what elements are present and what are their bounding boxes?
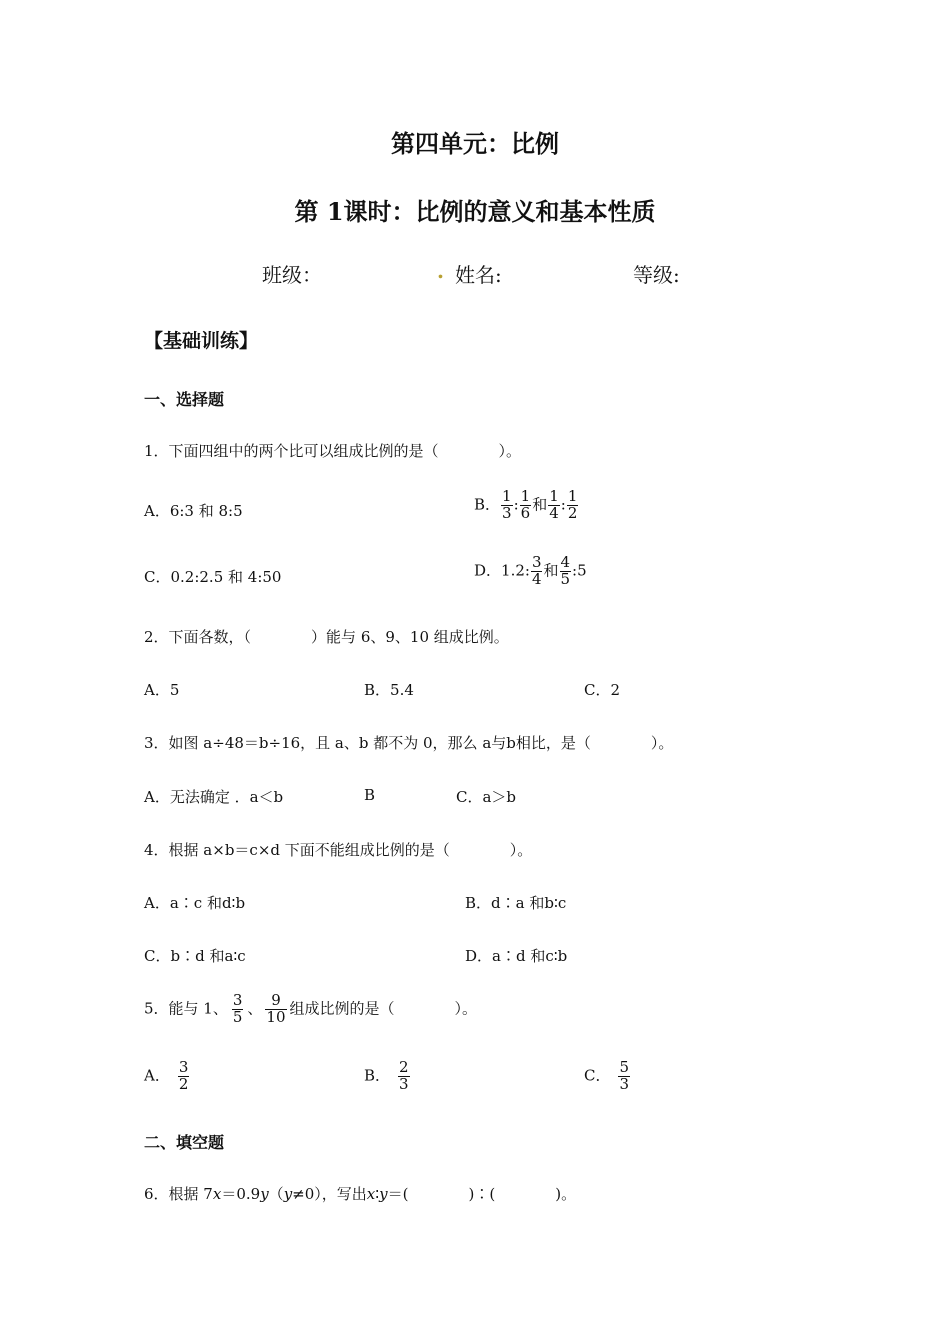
q5-a-label: A． [144,1066,170,1085]
q5-sep: 、 [247,999,263,1018]
q6-part: ＝( )∶( )。 [387,1185,577,1203]
section-basic-training: 【基础训练】 [144,330,259,352]
var-y: y [283,1185,293,1203]
q1-option-c: C．0.2:2.5 和 4:50 [144,568,282,586]
q1-b-label: B． [474,495,501,514]
q5-b-label: B． [364,1066,391,1085]
header-dot: . [437,259,444,283]
var-y: y [379,1185,388,1203]
frac-denominator: 3 [502,503,512,522]
var-x: x [212,1185,222,1203]
q1-d-label: D．1.2: [474,561,530,580]
frac-denominator: 5 [560,569,571,588]
frac-numerator: 9 [265,993,286,1010]
q4-option-a: A．a∶c 和d∶b [144,894,246,912]
q4-option-c: C．b∶d 和a∶c [144,947,246,965]
name-label: 姓名: [455,263,502,287]
q5-fraction-2 [265,993,286,1026]
frac-denominator: 4 [531,569,542,588]
q1-d-fraction-1 [531,555,543,588]
frac-denominator: 2 [567,503,578,522]
q2-option-a: A．5 [144,681,180,699]
q1-d-fraction-2 [560,555,572,588]
frac-denominator: 3 [619,1074,630,1093]
q5-fraction-1 [232,993,244,1026]
q4-option-b: B．d∶a 和b∶c [465,894,567,912]
frac-denominator: 6 [520,503,531,522]
var-y: y [260,1185,269,1203]
q1-b-fraction-1 [501,489,513,522]
colon: : [513,495,519,514]
colon: : [560,495,566,514]
question-3: 3．如图 a÷48＝b÷16，且 a、b 都不为 0，那么 a与b相比，是（ ）。 [144,734,674,752]
q4-option-d: D．a∶d 和c∶b [465,947,568,965]
q1-b-fraction-3 [548,489,560,522]
section-fill: 二、填空题 [144,1133,225,1152]
q5-option-c [584,1060,631,1093]
question-6 [144,1183,576,1204]
q5-a-fraction [178,1060,190,1093]
question-4: 4．根据 a×b＝c×d 下面不能组成比例的是（ ）。 [144,841,533,859]
q1-b-fraction-2 [520,489,532,522]
frac-denominator: 2 [178,1074,189,1093]
q5-b-fraction [398,1060,410,1093]
frac-numerator: 1 [520,487,531,505]
question-5 [144,993,477,1026]
q2-option-b: B．5.4 [364,681,414,699]
var-x: x [366,1185,376,1203]
grade-label: 等级: [633,263,680,287]
q1-b-fraction-4 [567,489,579,522]
q3-option-b: B [364,786,376,804]
section-choice: 一、选择题 [144,390,225,409]
frac-denominator: 10 [266,1007,286,1026]
q5-c-label: C． [584,1066,611,1085]
frac-denominator: 4 [549,503,559,522]
q5-c-fraction [618,1060,630,1093]
tail: :5 [572,561,587,580]
question-1: 1．下面四组中的两个比可以组成比例的是（ ）。 [144,442,522,460]
frac-numerator: 1 [567,487,578,505]
frac-denominator: 3 [399,1074,409,1093]
frac-numerator: 3 [531,553,542,571]
frac-numerator: 5 [619,1058,630,1076]
q6-part: ∶ [375,1185,380,1203]
q5-pre: 5．能与 1、 [144,999,228,1018]
q3-option-c: C．a＞b [456,788,517,806]
and-word: 和 [532,495,548,514]
frac-numerator: 2 [399,1058,409,1076]
q1-option-d [474,555,587,588]
q5-option-a [144,1060,190,1093]
q6-part: （ [268,1185,284,1203]
frac-numerator: 1 [549,487,559,505]
q1-option-a: A．6:3 和 8:5 [144,502,243,520]
q6-part: ≠0），写出 [292,1185,367,1203]
q3-option-a: A．无法确定 ．a＜b [144,788,284,806]
q5-option-b [364,1060,411,1093]
frac-denominator: 5 [232,1007,243,1026]
frac-numerator: 4 [560,553,571,571]
frac-numerator: 3 [232,991,243,1009]
q6-part: 6．根据 7 [144,1185,213,1203]
class-label: 班级： [262,263,322,287]
frac-numerator: 1 [502,487,512,505]
q6-part: ＝0.9 [221,1185,261,1203]
question-2: 2．下面各数，（ ）能与 6、9、10 组成比例。 [144,628,509,646]
page-title: 第四单元：比例 [391,129,559,158]
page-subtitle: 第 1课时：比例的意义和基本性质 [294,197,656,226]
and-word: 和 [543,561,559,580]
q5-post: 组成比例的是（ ）。 [289,999,478,1018]
q2-option-c: C．2 [584,681,621,699]
q1-option-b [474,489,579,522]
frac-numerator: 3 [178,1058,189,1076]
